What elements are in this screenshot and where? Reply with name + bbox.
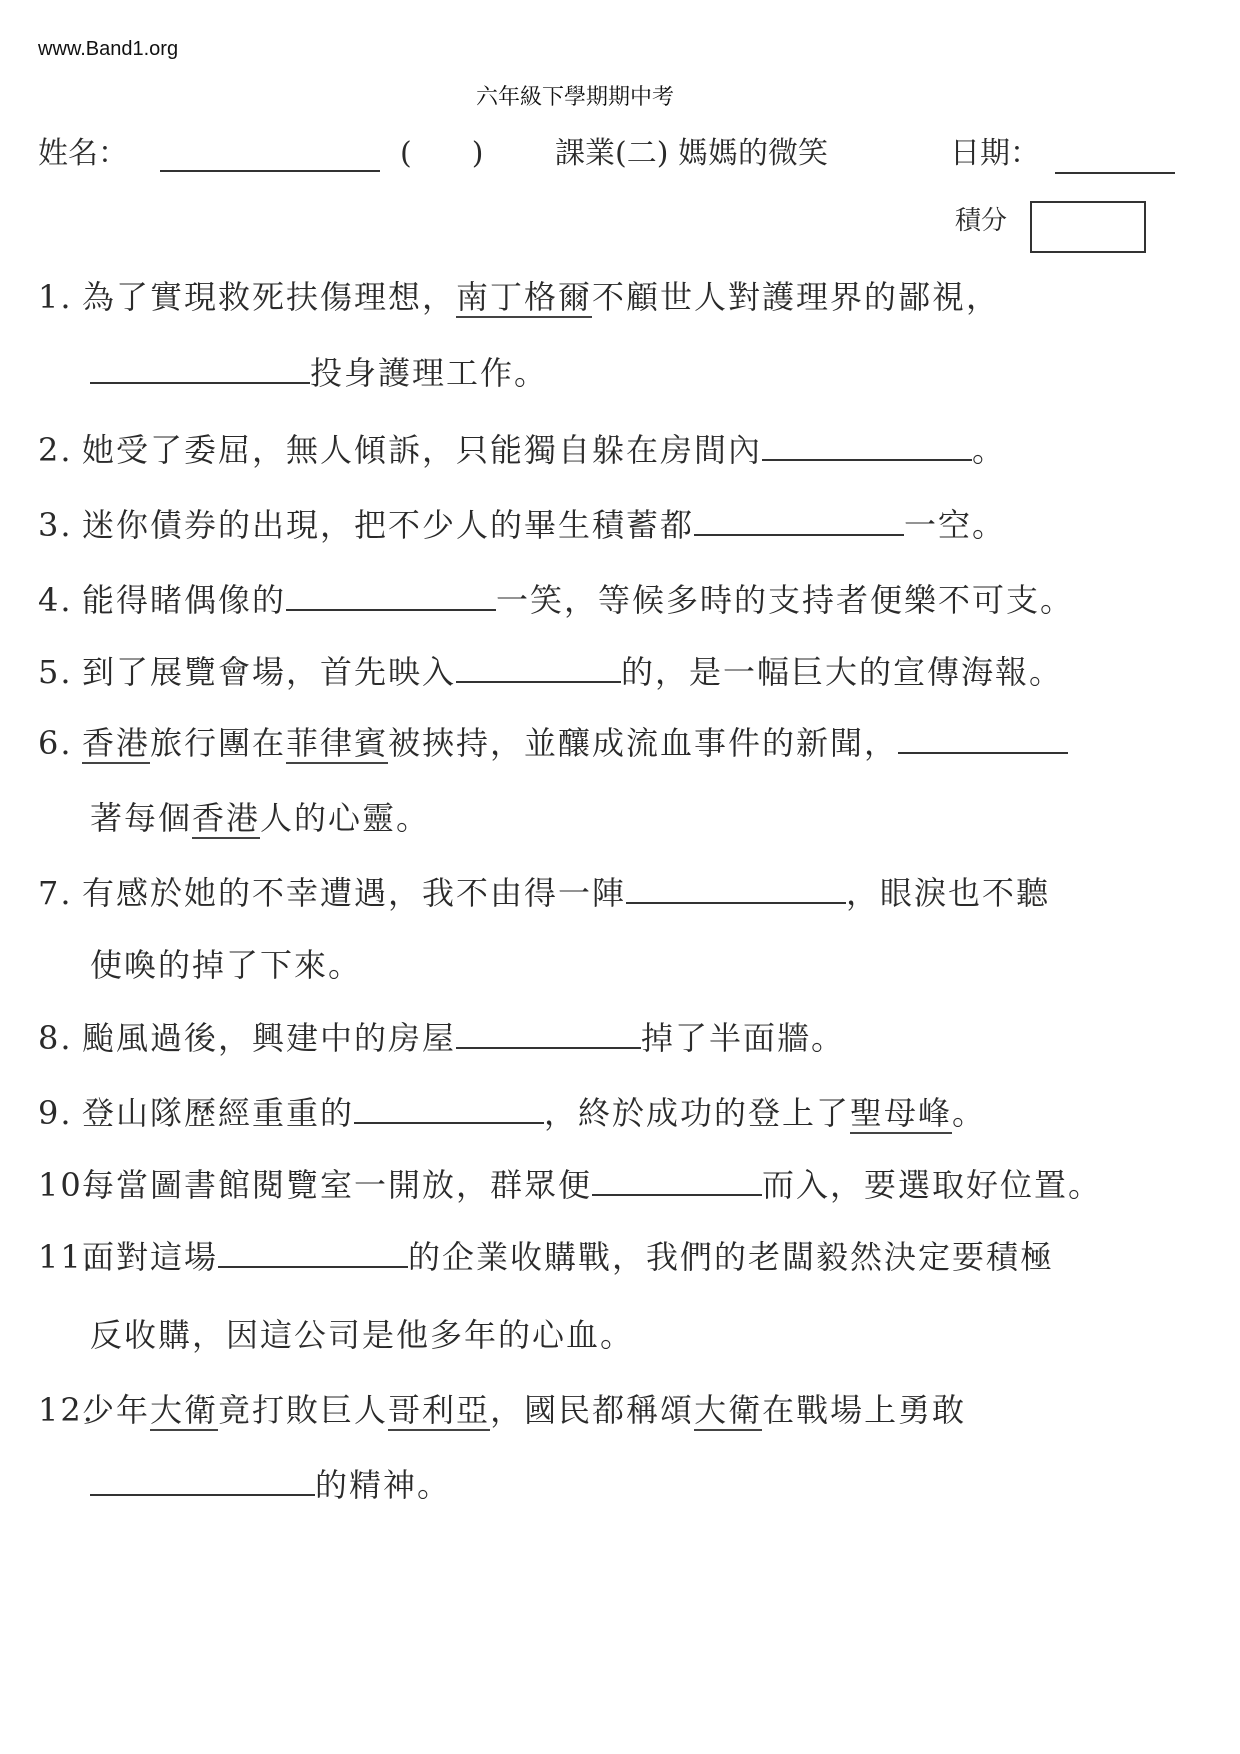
question-number: 5. (38, 653, 73, 691)
question-number: 7. (38, 874, 73, 912)
question-text: 登山隊歷經重重的 (82, 1094, 355, 1132)
score-box[interactable] (1030, 201, 1146, 253)
question-text: 的企業收購戰，我們的老闆毅然決定要積極 (408, 1238, 1055, 1276)
answer-blank[interactable] (286, 603, 496, 611)
proper-noun-text: 香港 (82, 724, 151, 762)
question-text: 颱風過後，興建中的房屋 (82, 1019, 457, 1057)
answer-blank[interactable] (762, 453, 972, 461)
question-4 (38, 575, 1074, 621)
question-3 (38, 500, 1006, 546)
lesson-title: 課業(二) 媽媽的微笑 (555, 136, 828, 171)
question-number: 2. (38, 431, 73, 469)
proper-noun-text: 菲律賓 (286, 724, 389, 762)
question-text: 而入，要選取好位置。 (762, 1166, 1103, 1204)
question-text: 一空。 (904, 506, 1007, 544)
proper-noun-text: 哥利亞 (388, 1391, 491, 1429)
question-text: ，眼淚也不聽 (846, 874, 1051, 912)
proper-noun-text: 聖母峰 (850, 1094, 953, 1132)
question-number: 9. (38, 1094, 73, 1132)
question-11 (38, 1232, 1054, 1278)
question-text: 為了實現救死扶傷理想， (82, 278, 457, 316)
answer-blank[interactable] (626, 896, 846, 904)
question-text: 著每個 (90, 799, 193, 837)
question-5 (38, 647, 1063, 693)
question-text: 。 (972, 431, 1007, 469)
question-number: 4. (38, 581, 73, 619)
answer-blank[interactable] (354, 1116, 544, 1124)
question-text: 人的心靈。 (260, 799, 431, 837)
class-number-paren: ( ) (400, 136, 484, 171)
answer-blank[interactable] (694, 528, 904, 536)
question-text: 。 (952, 1094, 987, 1132)
answer-blank[interactable] (898, 746, 1068, 754)
site-url: www.Band1.org (38, 38, 179, 60)
proper-noun-text: 香港 (192, 799, 261, 837)
question-text: ，終於成功的登上了 (544, 1094, 851, 1132)
question-number: 3. (38, 506, 73, 544)
proper-noun-text: 南丁格爾 (456, 278, 593, 316)
question-text: 旅行團在 (150, 724, 287, 762)
question-text: 每當圖書館閱覽室一開放，群眾便 (82, 1166, 593, 1204)
date-label: 日期： (950, 136, 1040, 171)
exam-title: 六年級下學期期中考 (475, 85, 674, 110)
question-number: 11. (38, 1238, 95, 1276)
question-text: 她受了委屈，無人傾訴，只能獨自躲在房間內 (82, 431, 763, 469)
question-12-continuation (90, 1460, 451, 1506)
question-text: 能得睹偶像的 (82, 581, 287, 619)
question-number: 8. (38, 1019, 73, 1057)
answer-blank[interactable] (218, 1260, 408, 1268)
proper-noun-text: 大衛 (150, 1391, 219, 1429)
question-1 (38, 272, 1000, 318)
question-text: 的精神。 (315, 1466, 452, 1504)
question-6-continuation (90, 793, 430, 839)
question-text: 面對這場 (82, 1238, 219, 1276)
date-blank[interactable] (1055, 172, 1175, 174)
question-7 (38, 868, 1050, 914)
answer-blank[interactable] (456, 1041, 641, 1049)
question-11-continuation (90, 1310, 634, 1356)
question-text: 掉了半面牆。 (641, 1019, 846, 1057)
question-text: 迷你債券的出現，把不少人的畢生積蓄都 (82, 506, 695, 544)
question-number: 6. (38, 724, 73, 762)
question-number: 12. (38, 1391, 95, 1429)
name-blank[interactable] (160, 170, 380, 172)
answer-blank[interactable] (592, 1188, 762, 1196)
question-text: 到了展覽會場，首先映入 (82, 653, 457, 691)
question-text: 使喚的掉了下來。 (90, 946, 363, 984)
question-8 (38, 1013, 845, 1059)
question-1-continuation (90, 348, 548, 394)
question-text: ，國民都稱頌 (490, 1391, 695, 1429)
question-6 (38, 718, 1068, 764)
question-7-continuation (90, 940, 362, 986)
question-text: 不顧世人對護理界的鄙視， (592, 278, 1001, 316)
question-text: 在戰場上勇敢 (762, 1391, 967, 1429)
question-text: 反收購，因這公司是他多年的心血。 (90, 1316, 635, 1354)
question-number: 1. (38, 278, 73, 316)
question-text: 竟打敗巨人 (218, 1391, 389, 1429)
question-text: 投身護理工作。 (310, 354, 549, 392)
question-10 (38, 1160, 1102, 1206)
question-text: 少年 (82, 1391, 151, 1429)
question-text: 有感於她的不幸遭遇，我不由得一陣 (82, 874, 627, 912)
question-number: 10. (38, 1166, 95, 1204)
question-text: 的，是一幅巨大的宣傳海報。 (621, 653, 1064, 691)
answer-blank[interactable] (90, 376, 310, 384)
proper-noun-text: 大衛 (694, 1391, 763, 1429)
question-9 (38, 1088, 986, 1134)
score-label: 積分 (955, 206, 1008, 236)
answer-blank[interactable] (456, 675, 621, 683)
question-2 (38, 425, 1006, 471)
question-12 (38, 1385, 966, 1431)
question-text: 一笑，等候多時的支持者便樂不可支。 (496, 581, 1075, 619)
name-label: 姓名： (38, 136, 128, 171)
question-text: 被挾持，並釀成流血事件的新聞， (388, 724, 899, 762)
answer-blank[interactable] (90, 1488, 315, 1496)
